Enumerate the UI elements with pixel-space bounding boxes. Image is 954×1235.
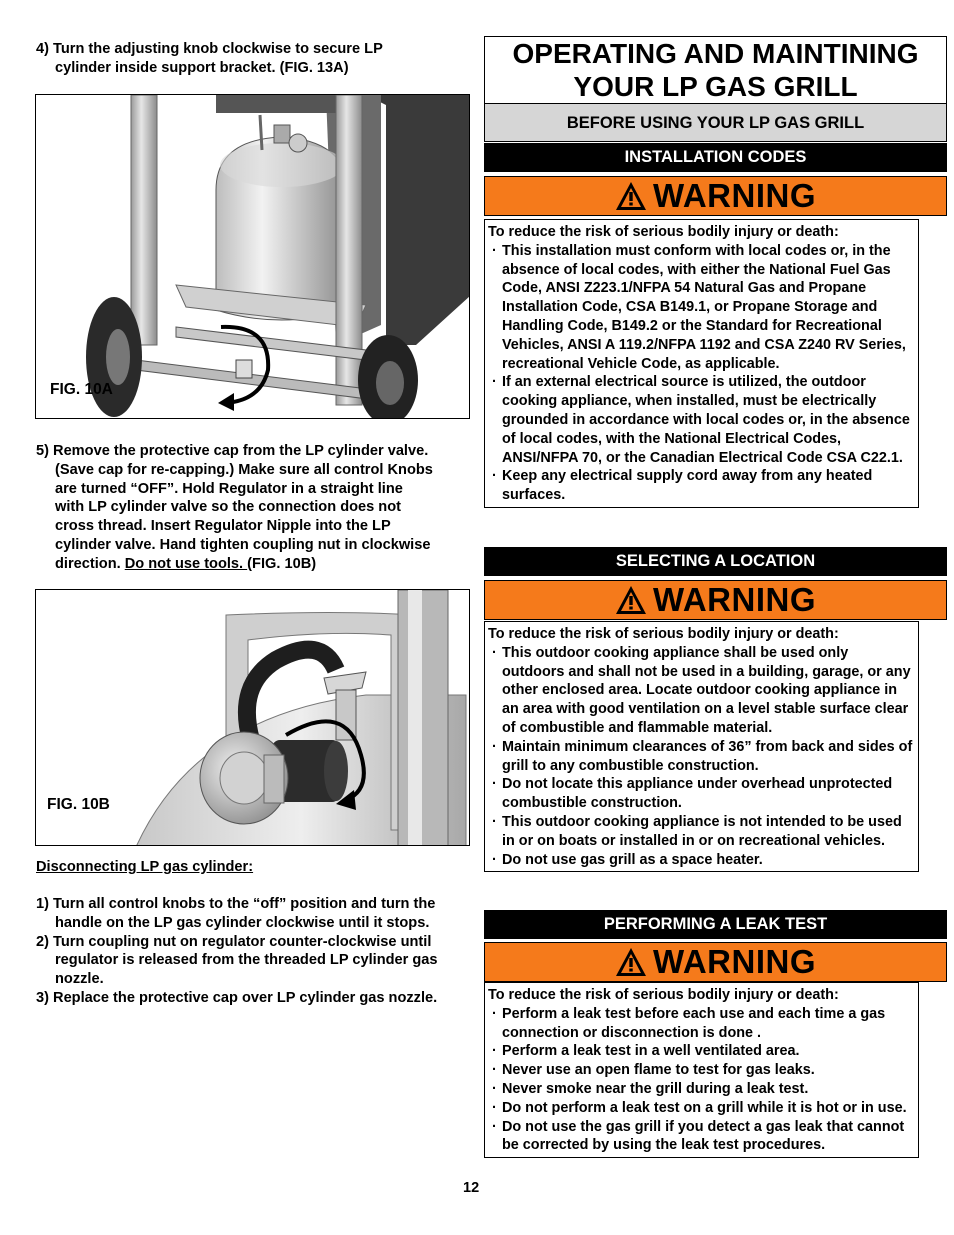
selecting-location-list (488, 644, 914, 870)
list-item: · If an external electrical source is utilized, the outdoor cooking appliance, when installed, must be electrically grounded in accordance with local codes or, in the absence of local codes, with the National Electrical Codes, ANSI/NFPA 70, or the Canadian Electrical Code CSA C22.1. (488, 373, 914, 467)
risk-lead-1: To reduce the risk of serious bodily injury or death: (488, 224, 839, 240)
step-5-line6: cylinder valve. Hand tighten coupling nut in clockwise (55, 536, 431, 553)
warning-banner-2 (484, 580, 947, 620)
page-title-line1: OPERATING AND MAINTINING (512, 38, 919, 69)
fig-10b-label: FIG. 10B (47, 796, 110, 813)
list-item: · Do not locate this appliance under overhead unprotected combustible construction. (488, 775, 914, 813)
figure-10a (35, 94, 470, 419)
list-item: · Perform a leak test in a well ventilated area. (488, 1042, 914, 1061)
warning-triangle-icon (615, 181, 647, 211)
list-item: · This outdoor cooking appliance shall be used only outdoors and shall not be used in a building, garage, or any other enclosed area. Locate outdoor cooking appliance in an area with good ventilation on a level stable surface clear of combustible and flammable material. (488, 644, 914, 738)
list-item: · Do not use gas grill as a space heater. (488, 851, 914, 870)
step-5-no-tools: Do not use tools. (124, 555, 248, 572)
list-item: · Never use an open flame to test for gas leaks. (488, 1061, 914, 1080)
installation-codes-list (488, 242, 914, 505)
disconnect-heading: Disconnecting LP gas cylinder: (36, 859, 254, 875)
step-5-line4: with LP cylinder valve so the connection does not (55, 499, 401, 516)
disconnect-step-2: 2) Turn coupling nut on regulator counter-clockwise until regulator is released from the threaded LP cylinder gas nozzle. (36, 933, 438, 988)
selecting-location-box (484, 621, 919, 872)
warning-triangle-icon (615, 585, 647, 615)
grill-cylinder-illustration (36, 95, 470, 419)
list-item: · Perform a leak test before each use and each time a gas connection or disconnection is done . (488, 1005, 914, 1043)
risk-lead-3: To reduce the risk of serious bodily injury or death: (488, 987, 839, 1003)
warning-text-3: WARNING (653, 943, 816, 980)
warning-triangle-icon (615, 947, 647, 977)
step-5-line5: cross thread. Insert Regulator Nipple into the LP (55, 518, 391, 535)
disconnect-step-1: 1) Turn all control knobs to the “off” position and turn the handle on the LP gas cylinder clockwise until it stops. (36, 896, 436, 931)
step-5-fig-ref: (FIG. 10B) (247, 555, 317, 572)
step-5-direction: direction. (55, 555, 125, 572)
list-item: · Do not use the gas grill if you detect a gas leak that cannot be corrected by using the leak test procedures. (488, 1118, 914, 1156)
step-5-line3: are turned “OFF”. Hold Regulator in a straight line (55, 480, 403, 497)
list-item: · Keep any electrical supply cord away from any heated surfaces. (488, 467, 914, 505)
installation-codes-box (484, 219, 919, 508)
leak-test-heading: PERFORMING A LEAK TEST (484, 910, 947, 939)
page-title (484, 36, 947, 104)
selecting-location-heading: SELECTING A LOCATION (484, 547, 947, 576)
installation-codes-heading: INSTALLATION CODES (484, 143, 947, 172)
step-4-line2: cylinder inside support bracket. (FIG. 13A) (55, 59, 349, 76)
warning-text-2: WARNING (653, 581, 816, 618)
page-title-line2: YOUR LP GAS GRILL (573, 71, 858, 102)
fig-10a-label: FIG. 10A (50, 381, 113, 398)
warning-banner-1 (484, 176, 947, 216)
warning-banner-3 (484, 942, 947, 982)
before-using-banner: BEFORE USING YOUR LP GAS GRILL (484, 104, 947, 142)
step-5-line1: 5) Remove the protective cap from the LP cylinder valve. (36, 443, 429, 459)
page-number: 12 (463, 1180, 480, 1196)
step-4-line1: 4) Turn the adjusting knob clockwise to secure LP (36, 41, 383, 57)
leak-test-box (484, 982, 919, 1158)
list-item: · Do not perform a leak test on a grill while it is hot or in use. (488, 1099, 914, 1118)
disconnect-step-3: 3) Replace the protective cap over LP cylinder gas nozzle. (36, 989, 438, 1006)
list-item: · Never smoke near the grill during a leak test. (488, 1080, 914, 1099)
step-5-line2: (Save cap for re-capping.) Make sure all control Knobs (55, 461, 433, 478)
step-4 (36, 40, 476, 78)
leak-test-list (488, 1005, 914, 1155)
step-5-line7 (36, 555, 476, 574)
warning-text-1: WARNING (653, 177, 816, 214)
list-item: · Maintain minimum clearances of 36” from back and sides of grill to any combustible construction. (488, 738, 914, 776)
step-5 (36, 442, 476, 574)
list-item: · This installation must conform with local codes or, in the absence of local codes, with either the National Fuel Gas Code, ANSI Z223.1/NFPA 54 Natural Gas and Propane Installation Code, CSA B149.1, or Propane Storage and Handling Code, B149.2 or the Standard for Recreational Vehicles, ANSI A 119.2/NFPA 1192 and CSA Z240 RV Series, recreational Vehicle Code, as applicable. (488, 242, 914, 374)
risk-lead-2: To reduce the risk of serious bodily injury or death: (488, 626, 839, 642)
list-item: · This outdoor cooking appliance is not intended to be used in or on boats or installed in or on recreational vehicles. (488, 813, 914, 851)
disconnect-steps (36, 895, 476, 1008)
